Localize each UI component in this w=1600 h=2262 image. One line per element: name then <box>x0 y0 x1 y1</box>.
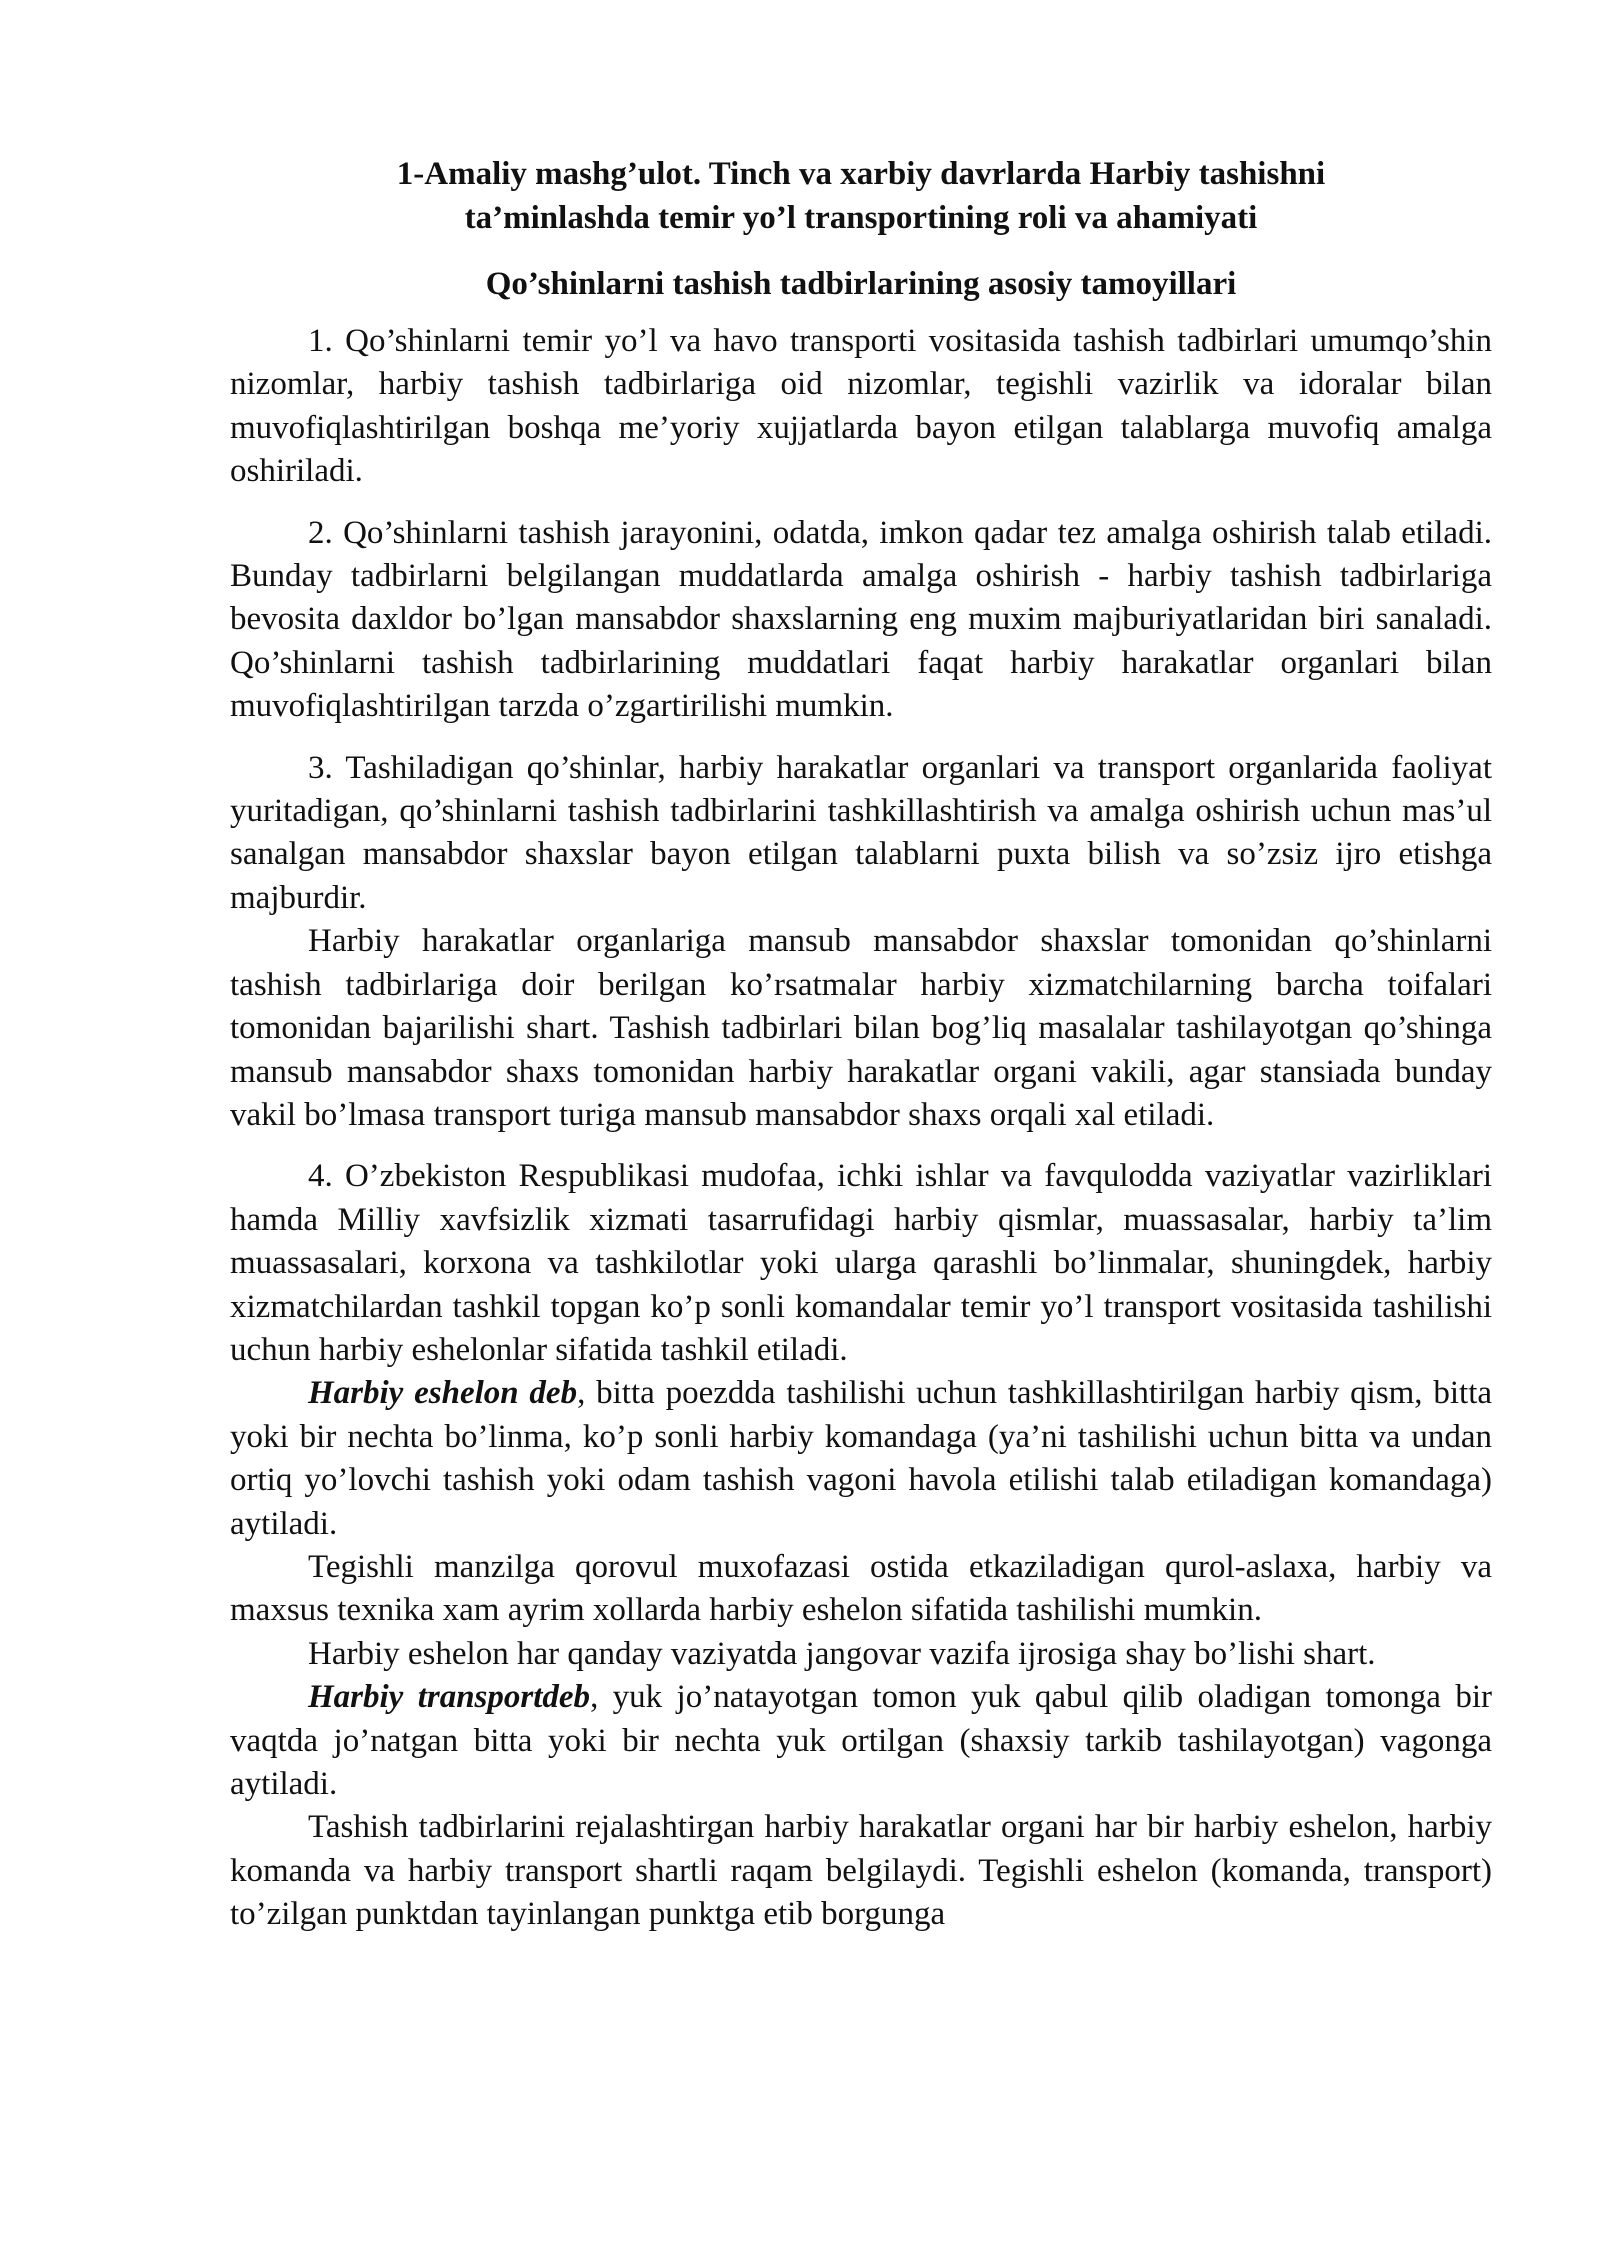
paragraph-1: 1. Qo’shinlarni temir yo’l va havo transporti vositasida tashish tadbirlari umumqo’shin nizomlar, harbiy tashish tadbirlariga oid nizomlar, tegishli vazirlik va idoralar bilan muvofiqlashtirilgan boshqa me’yoriy xujjatlarda bayon etilgan talablarga muvofiq amalga oshiriladi. <box>230 323 1492 490</box>
paragraph-shartli-raqam: Tashish tadbirlarini rejalashtirgan harbiy harakatlar organi har bir harbiy eshelon, harbiy komanda va harbiy transport shartli raqam belgilaydi. Tegishli eshelon (komanda, transport) to’zilgan punktdan tayinlangan punktga etib borgunga <box>230 1809 1492 1933</box>
title-line-1: 1-Amaliy mashg’ulot. Tinch va xarbiy davrlarda Harbiy tashishni <box>396 156 1326 192</box>
document-page <box>230 152 1492 1937</box>
paragraph-eshelon-shay: Harbiy eshelon har qanday vaziyatda jangovar vazifa ijrosiga shay bo’lishi shart. <box>308 1635 1376 1672</box>
paragraph-2: 2. Qo’shinlarni tashish jarayonini, odatda, imkon qadar tez amalga oshirish talab etiladi. Bunday tadbirlarni belgilangan muddatlarda amalga oshirish - harbiy tashish tadbirlariga bevosita daxldor bo’lgan mansabdor shaxslarning eng muxim majburiyatlaridan biri sanaladi. Qo’shinlarni tashish tadbirlarining muddatlari faqat harbiy harakatlar organlari bilan muvofiqlashtirilgan tarzda o’zgartirilishi mumkin. <box>230 514 1492 725</box>
paragraph-qurol-aslaxa: Tegishli manzilga qorovul muxofazasi ostida etkaziladigan qurol-aslaxa, harbiy va maxsus texnika xam ayrim xollarda harbiy eshelon sifatida tashilishi mumkin. <box>230 1548 1492 1629</box>
definition-harbiy-transport: , yuk jo’natayotgan tomon yuk qabul qilib oladigan tomonga bir vaqtda jo’natgan bitta yoki bir nechta yuk ortilgan (shaxsiy tarkib tashilayotgan) vagonga aytiladi. <box>230 1679 1492 1802</box>
definition-harbiy-eshelon: , bitta poezdda tashilishi uchun tashkillashtirilgan harbiy qism, bitta yoki bir nechta bo’linma, ko’p sonli harbiy komandaga (ya’ni tashilishi uchun bitta va undan ortiq yo’lovchi tashish yoki odam tashish vagoni havola etilishi talab etiladigan komandaga) aytiladi. <box>230 1375 1493 1542</box>
term-harbiy-transport: Harbiy transportdeb <box>308 1679 591 1716</box>
paragraph-4: 4. O’zbekiston Respublikasi mudofaa, ichki ishlar va favqulodda vaziyatlar vazirliklari hamda Milliy xavfsizlik xizmati tasarrufidagi harbiy qismlar, muassasalar, harbiy ta’lim muassasalari, korxona va tashkilotlar yoki ularga qarashli bo’linmalar, shuningdek, harbiy xizmatchilardan tashkil topgan ko’p sonli komandalar temir yo’l transport vositasida tashilishi uchun harbiy eshelonlar sifatida tashkil etiladi. <box>230 1158 1492 1368</box>
paragraph-harbiy-transport-definition <box>230 1676 1492 1806</box>
document-title <box>230 152 1492 240</box>
paragraph-harbiy-eshelon-definition <box>230 1372 1492 1546</box>
term-harbiy-eshelon: Harbiy eshelon deb <box>308 1375 578 1412</box>
title-line-2: ta’minlashda temir yo’l transportining roli va ahamiyati <box>464 200 1258 236</box>
paragraph-3: 3. Tashiladigan qo’shinlar, harbiy harakatlar organlari va transport organlarida faoliyat yuritadigan, qo’shinlarni tashish tadbirlarini tashkillashtirish va amalga oshirish uchun mas’ul sanalgan mansabdor shaxslar bayon etilgan talablarni puxta bilish va so’zsiz ijro etishga majburdir. <box>230 749 1492 916</box>
paragraph-3-continued: Harbiy harakatlar organlariga mansub mansabdor shaxslar tomonidan qo’shinlarni tashish tadbirlariga doir berilgan ko’rsatmalar harbiy xizmatchilarning barcha toifalari tomonidan bajarilishi shart. Tashish tadbirlari bilan bog’liq masalalar tashilayotgan qo’shinga mansub mansabdor shaxs tomonidan harbiy harakatlar organi vakili, agar stansiada bunday vakil bo’lmasa transport turiga mansub mansabdor shaxs orqali xal etiladi. <box>230 923 1492 1133</box>
section-subtitle: Qo’shinlarni tashish tadbirlarining asosiy tamoyillari <box>485 266 1237 302</box>
